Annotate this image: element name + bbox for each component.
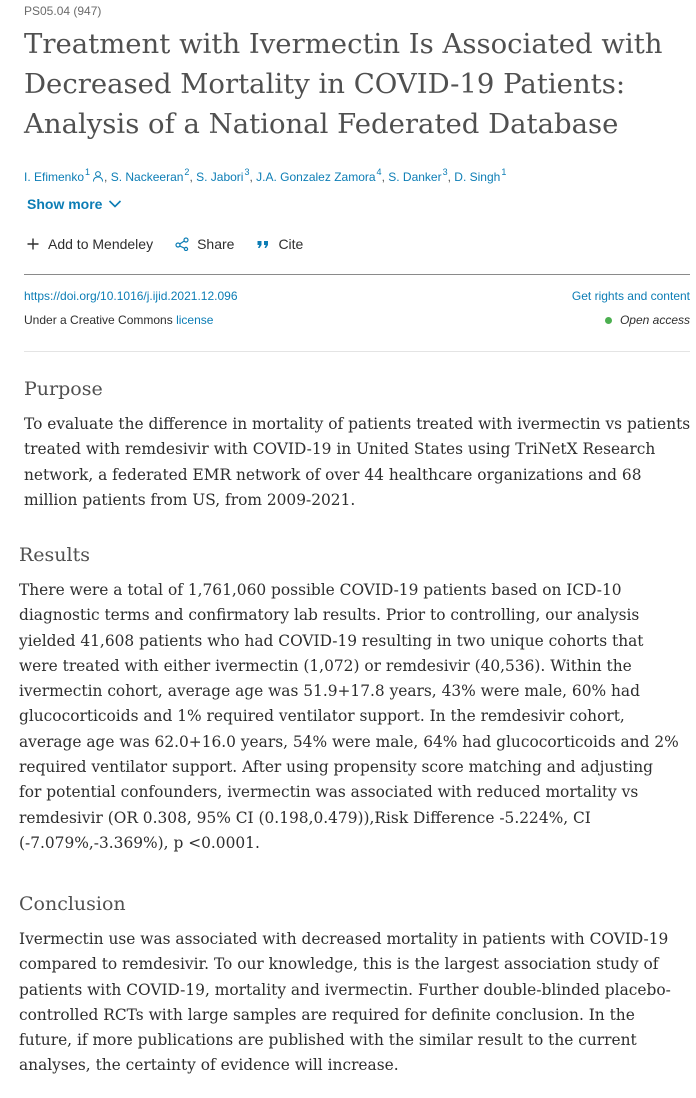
conclusion-heading: Conclusion (19, 893, 126, 915)
divider (24, 274, 690, 275)
share-icon (175, 237, 189, 251)
author-link[interactable]: S. Jabori (196, 170, 244, 184)
results-heading: Results (19, 544, 90, 566)
cite-button[interactable] (256, 236, 303, 252)
quote-icon (256, 237, 270, 251)
open-access-label: Open access (619, 313, 690, 327)
purpose-text: To evaluate the difference in mortality of patients treated with ivermectin vs patients treated with remdesivir with COVID-19 in United States using TriNetX Research network, a federated EMR network of over 44 healthcare organizations and 68 million patients from US, from 2009-2021. (24, 415, 691, 509)
purpose-heading: Purpose (24, 378, 103, 400)
article-id: PS05.04 (947) (24, 4, 102, 18)
author-affiliation[interactable]: 1 (501, 167, 507, 177)
article-title: Treatment with Ivermectin Is Associated with Decreased Mortality in COVID-19 Patients: Analysis of a National Federated Database (24, 28, 663, 140)
open-access-badge (605, 313, 690, 327)
cite-label: Cite (278, 236, 304, 252)
results-text: There were a total of 1,761,060 possible COVID-19 patients based on ICD-10 diagnostic terms and confirmatory lab results. Prior to controlling, our analysis yielded 41,608 patients who had COVID-19 resulting in two unique cohorts that were treated with either ivermectin (1,072) or remdesivir (40,536). Within the ivermectin cohort, average age was 51.9+17.8 years, 43% were male, 60% had glucocorticoids and 1% required ventilator support. In the remdesivir cohort, average age was 62.0+16.0 years, 54% were male, 64% had glucocorticoids and 2% required ventilator support. After using propensity score matching and adjusting for potential confounders, ivermectin was associated with reduced mortality vs remdesivir (OR 0.308, 95% CI (0.198,0.479)),Risk Difference -5.224%, CI (-7.079%,-3.369%), p <0.0001. (19, 581, 679, 852)
license-prefix: Under a Creative Commons (24, 313, 173, 327)
chevron-down-icon (108, 199, 122, 209)
author-link[interactable]: I. Efimenko (24, 170, 85, 184)
author-affiliation[interactable]: 4 (376, 167, 382, 177)
article-actions (26, 236, 303, 252)
open-access-dot-icon (605, 317, 612, 324)
rights-link[interactable]: Get rights and content (571, 289, 690, 303)
author-list: I. Efimenko$^1$ , S. Nackeeran$^2$, S. Jabori$^3$, J.A. Gonzalez Zamora$^4$, S. Danker$^3$, D. Singh$^1$ (24, 167, 507, 184)
share-button[interactable] (175, 236, 234, 252)
mendeley-label: Add to Mendeley (48, 236, 154, 252)
conclusion-text: Ivermectin use was associated with decreased mortality in patients with COVID-19 compared to remdesivir. To our knowledge, this is the largest association study of patients with COVID-19, mortality and ivermectin. Further double-blinded placebo-controlled RCTs with large samples are required for definite conclusion. In the future, if more publications are published with the similar result to the current analyses, the certainty of evidence will increase. (19, 930, 671, 1075)
doi-link[interactable]: https://doi.org/10.1016/j.ijid.2021.12.096 (24, 289, 238, 303)
show-more-button[interactable] (27, 196, 122, 212)
author-affiliation[interactable]: 3 (244, 167, 250, 177)
author-link[interactable]: S. Nackeeran (110, 170, 184, 184)
share-label: Share (197, 236, 235, 252)
add-to-mendeley-button[interactable] (26, 236, 153, 252)
author-link[interactable]: D. Singh (454, 170, 501, 184)
author-affiliation[interactable]: 3 (442, 167, 448, 177)
divider (24, 351, 690, 352)
person-icon[interactable] (92, 170, 104, 182)
author-link[interactable]: S. Danker (388, 170, 442, 184)
author-affiliation[interactable]: 1 (85, 167, 91, 177)
show-more-label: Show more (27, 196, 103, 212)
license-line (24, 313, 213, 327)
author-affiliation[interactable]: 2 (184, 167, 190, 177)
license-link[interactable]: license (176, 313, 214, 327)
author-link[interactable]: J.A. Gonzalez Zamora (256, 170, 376, 184)
plus-icon (26, 237, 40, 251)
